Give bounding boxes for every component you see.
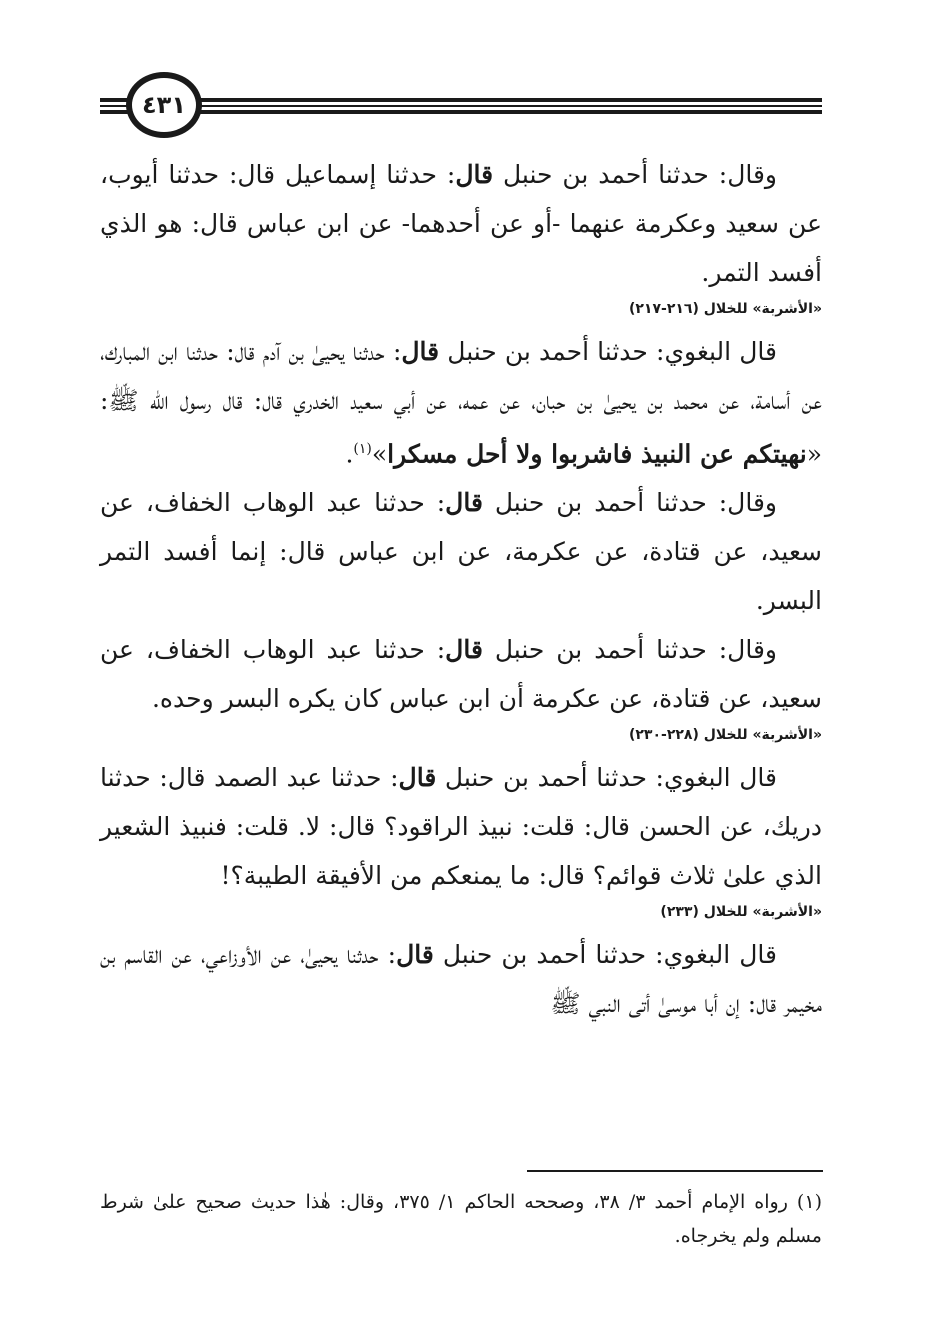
footnote-separator [527, 1170, 823, 1172]
paragraph-5: قال البغوي: حدثنا أحمد بن حنبل قال: حدثنا عبد الصمد قال: حدثنا دريك، عن الحسن قال: قلت: نبيذ الراقود؟ قال: لا. قلت: فنبيذ الشعير الذي علىٰ ثلاث قوائم؟ قال: ما يمنعكم من الأفيقة الطيبة؟! [100, 763, 822, 891]
header-rule-middle [100, 105, 822, 107]
paragraph-3: وقال: حدثنا أحمد بن حنبل قال: حدثنا عبد الوهاب الخفاف، عن سعيد، عن قتادة، عن عكرمة، عن ابن عباس قال: إنما أفسد التمر البسر. [100, 488, 822, 616]
page-header [0, 0, 935, 150]
footnote-ref[interactable]: (١) [353, 441, 372, 457]
footnote-marker: (١) [796, 1191, 822, 1213]
paragraph-1: وقال: حدثنا أحمد بن حنبل قال: حدثنا إسماعيل قال: حدثنا أيوب، عن سعيد وعكرمة عنهما -أو عن أحدهما- عن ابن عباس قال: هو الذي أفسد التمر. [100, 160, 822, 287]
source-citation-2: «الأشربة» للخلال (٢٢٨-٢٣٠) [628, 727, 822, 744]
page-number: ٤٣١ [142, 91, 186, 119]
page-number-badge [126, 72, 202, 138]
source-citation-1: «الأشربة» للخلال (٢١٦-٢١٧) [628, 301, 822, 317]
footnote [100, 1185, 822, 1253]
header-rule-bottom [100, 110, 822, 114]
source-citation-3: «الأشربة» للخلال (٢٣٣) [660, 904, 822, 921]
paragraph-4: وقال: حدثنا أحمد بن حنبل قال: حدثنا عبد الوهاب الخفاف، عن سعيد، عن قتادة، عن عكرمة أن ابن عباس كان يكره البسر وحده. [100, 635, 822, 714]
footnote-text: رواه الإمام أحمد ٣/ ٣٨، وصححه الحاكم ١/ ٣٧٥، وقال: هٰذا حديث صحيح علىٰ شرط مسلم ولم يخرجاه. [100, 1191, 822, 1247]
paragraph-6: قال البغوي: حدثنا أحمد بن حنبل قال: حدثنا يحيىٰ، عن الأوزاعي، عن القاسم بن مخيمر قال: إن أبا موسىٰ أتى النبي ﷺ [100, 940, 822, 1019]
paragraph-2: قال البغوي: حدثنا أحمد بن حنبل قال: حدثنا يحيىٰ بن آدم قال: حدثنا ابن المبارك، عن أسامة، عن محمد بن يحيىٰ بن حبان، عن عمه، عن أبي سعيد الخدري قال: قال رسول الله ﷺ: «نهيتكم عن النبيذ فاشربوا ولا أحل مسكرا»$^{(١)}$. [100, 337, 822, 469]
main-text [100, 150, 822, 1028]
header-rule-top [100, 98, 822, 102]
